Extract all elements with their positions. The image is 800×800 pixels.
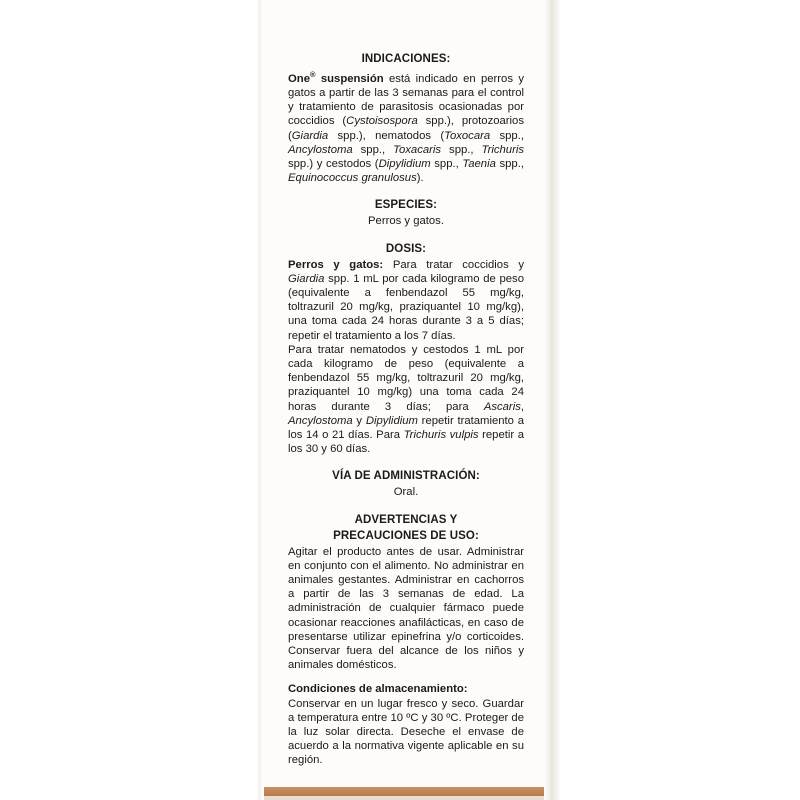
dosis-p1b: spp. 1 mL por cada kilogramo de peso (equivalente a fenbendazol 55 mg/kg, toltrazuril 20 mg/kg, praziquantel 10 mg/kg), una toma cada 24 horas durante 3 a 5 días; repetir el tratamiento a los 7 días. [288,272,524,342]
dosis-p2e: repetir a los 30 y 60 días. [288,429,524,456]
ind-t9: spp., [495,157,524,170]
almacenamiento-lead: Condiciones de almacenamiento: [288,683,468,696]
section-body-advertencias: Agitar el producto antes de usar. Administrar en conjunto con el alimento. No administrar en animales gestantes. Administrar en cachorros a partir de las 3 semanas de edad. La administración de cualquier fármaco puede ocasionar reacciones anafilácticas, en caso de presentarse utilizar epinefrina y/o corticoides. Conservar fuera del alcance de los niños y animales domésticos. [288,545,524,672]
carton-bottom-copper-strip [264,787,544,796]
dosis-p2d: repetir tratamiento a los 14 o 21 días. Para [288,414,524,442]
section-body-via-administracion: Oral. [393,486,419,499]
section-indicaciones [288,52,524,185]
ind-t2: spp.), protozoarios ( [288,115,524,142]
ind-species-2: Giardia [291,129,329,142]
dosis-lead: Perros y gatos: [288,258,384,271]
section-heading-dosis: DOSIS: [385,242,427,255]
dosis-species-ascaris: Ascaris [483,400,521,413]
section-heading-especies: ESPECIES: [374,199,438,212]
dosis-species-giardia: Giardia [288,272,325,285]
ind-species-8: Taenia [462,157,496,170]
section-heading-via-administracion: VÍA DE ADMINISTRACIÓN: [332,470,480,483]
section-body-almacenamiento [288,682,524,696]
ind-t10: ). [416,172,424,185]
section-body-dosis-p1 [288,258,524,343]
ind-t6: spp., [441,143,482,156]
section-heading-advertencias-line1: ADVERTENCIAS Y [354,513,458,526]
dosis-p2c: y [352,414,366,427]
section-body-especies: Perros y gatos. [368,215,444,228]
dosis-p2b: , [520,400,524,413]
ind-t7: spp.) y cestodos ( [288,157,379,170]
ind-t1: está indicado en perros y gatos a partir de las 3 semanas para el control y tratamiento de parasitosis ocasionadas por coccidios ( [288,72,524,128]
section-heading-indicaciones: INDICACIONES: [361,53,451,65]
section-almacenamiento [288,682,524,767]
ind-t8: spp., [430,157,463,170]
ind-species-5: Toxacaris [393,143,442,156]
section-body-indicaciones [288,68,524,185]
carton-right-shadow [551,0,561,800]
section-dosis [288,242,524,457]
section-via-administracion [288,469,524,499]
ind-species-9: Equinococcus granulosus [288,172,417,185]
brand-name: One [288,72,310,85]
ind-t4: spp., [490,129,524,142]
registered-mark-icon: ® [309,70,316,79]
ind-species-6: Trichuris [481,143,524,156]
carton-side-panel [263,0,545,800]
section-heading-advertencias-line2: PRECAUCIONES DE USO: [333,529,479,542]
section-body-dosis-p2 [288,343,524,457]
section-advertencias [288,513,524,673]
ind-species-4: Ancylostoma [288,143,353,156]
dosis-species-dipylidium: Dipylidium [365,414,418,427]
section-body-almacenamiento-text: Conservar en un lugar fresco y seco. Guardar a temperatura entre 10 ºC y 30 ºC. Proteger de la luz solar directa. Deseche el envase de acuerdo a la normativa vigente aplicable en su región. [288,697,524,767]
dosis-p1a: Para tratar coccidios y [383,258,524,271]
dosis-p2a: Para tratar nematodos y cestodos 1 mL por cada kilogramo de peso (equivalente a fenbendazol 55 mg/kg, toltrazuril 20 mg/kg, praziquantel 10 mg/kg) una toma cada 24 horas durante 3 días; para [288,343,524,413]
dosis-species-ancylostoma: Ancylostoma [288,414,353,427]
section-especies [288,198,524,228]
ind-t3: spp.), nematodos ( [328,129,445,142]
carton-bottom-edge [264,796,544,800]
ind-species-7: Dipylidium [378,157,431,170]
product-form: suspensión [315,72,384,85]
ind-t5: spp., [352,143,394,156]
ind-species-3: Toxocara [444,129,491,142]
ind-species-1: Cystoisospora [346,115,418,128]
label-text-content [288,52,524,781]
dosis-species-trichuris-vulpis: Trichuris vulpis [403,429,479,442]
